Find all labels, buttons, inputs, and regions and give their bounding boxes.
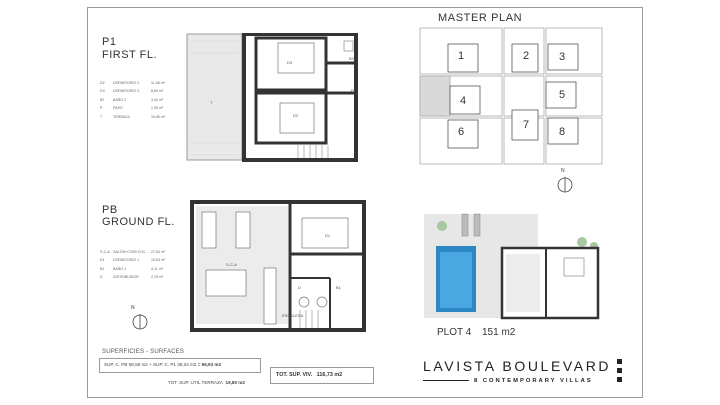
master-plan-north-label: N <box>561 168 565 174</box>
north-label: N <box>131 305 135 311</box>
ground-floor-title: GROUND FL. <box>102 216 175 228</box>
master-plan-title: MASTER PLAN <box>438 12 523 24</box>
legend-row: B2 BAÑO 2 3,40 m² <box>100 97 164 102</box>
room-label: D2 <box>293 113 299 118</box>
first-floor-code: P1 <box>102 36 117 48</box>
room-label: P <box>351 88 354 93</box>
room-label: B1 <box>336 285 341 290</box>
north-arrow-icon <box>128 308 152 332</box>
first-floor-plan <box>186 33 366 167</box>
lot-number: 7 <box>522 119 530 131</box>
room-label: S-C-A <box>226 262 237 267</box>
lot-number: 1 <box>457 50 465 62</box>
surfaces-breakdown: SUP. C. PB 58,59 m2 + SUP. C. P1 38,34 m2 = 96,93 m2 <box>99 358 261 373</box>
brand-rule <box>423 380 469 381</box>
brand-mark-icon <box>616 358 624 384</box>
room-label: D3 <box>287 60 293 65</box>
plot-label: PLOT 4 <box>437 327 472 338</box>
surfaces-heading: SUPERFICIES - SURFACES <box>102 349 185 355</box>
legend-row: B1 BAÑO 1 4,11 m² <box>100 266 163 271</box>
lot-number: 8 <box>558 126 566 138</box>
first-floor-legend <box>100 79 165 121</box>
master-plan-map <box>418 26 610 170</box>
ground-floor-code: PB <box>102 204 118 216</box>
legend-row: D2 DORMITORIO 2 11,08 m² <box>100 81 165 85</box>
legend-row: D1 DORMITORIO 1 10,63 m² <box>100 258 166 263</box>
lot-number: 2 <box>522 50 530 62</box>
legend-row: T TERRAZA 19,80 m² <box>100 114 166 119</box>
room-label: B2 <box>349 56 354 61</box>
ground-floor-plan <box>190 198 370 335</box>
lot-number: 6 <box>457 126 465 138</box>
lot-number: 3 <box>558 51 566 63</box>
legend-row: D3 DORMITORIO 3 8,84 m² <box>100 89 164 94</box>
legend-row: S-C-A SALÓN+COM+COC 27,54 m² <box>100 250 166 254</box>
first-floor-title: FIRST FL. <box>102 49 158 61</box>
terrace-surface: TOT. SUP. ÚTIL TERRAZA 19,80 m2 <box>168 380 245 385</box>
lot-number: 5 <box>558 89 566 101</box>
legend-row: D DISTRIBUIDOR 2,78 m² <box>100 275 164 280</box>
ground-floor-legend <box>100 248 165 282</box>
plot-area: 151 m2 <box>482 327 516 338</box>
brand-name: LAVISTA BOULEVARD <box>423 358 612 374</box>
lot-number-highlighted: 4 <box>459 95 467 107</box>
legend-row: P PASO 2,35 m² <box>100 106 164 111</box>
room-label: ESCALERA <box>282 313 304 318</box>
brand-tagline: 8 CONTEMPORARY VILLAS <box>474 378 593 384</box>
master-plan-north-icon <box>553 172 577 196</box>
room-label: D <box>298 285 301 290</box>
plot-plan <box>422 212 602 324</box>
room-label: T <box>210 100 213 105</box>
room-label: D1 <box>325 233 331 238</box>
total-surface-box: TOT. SUP. VIV. 116,73 m2 <box>270 367 374 384</box>
